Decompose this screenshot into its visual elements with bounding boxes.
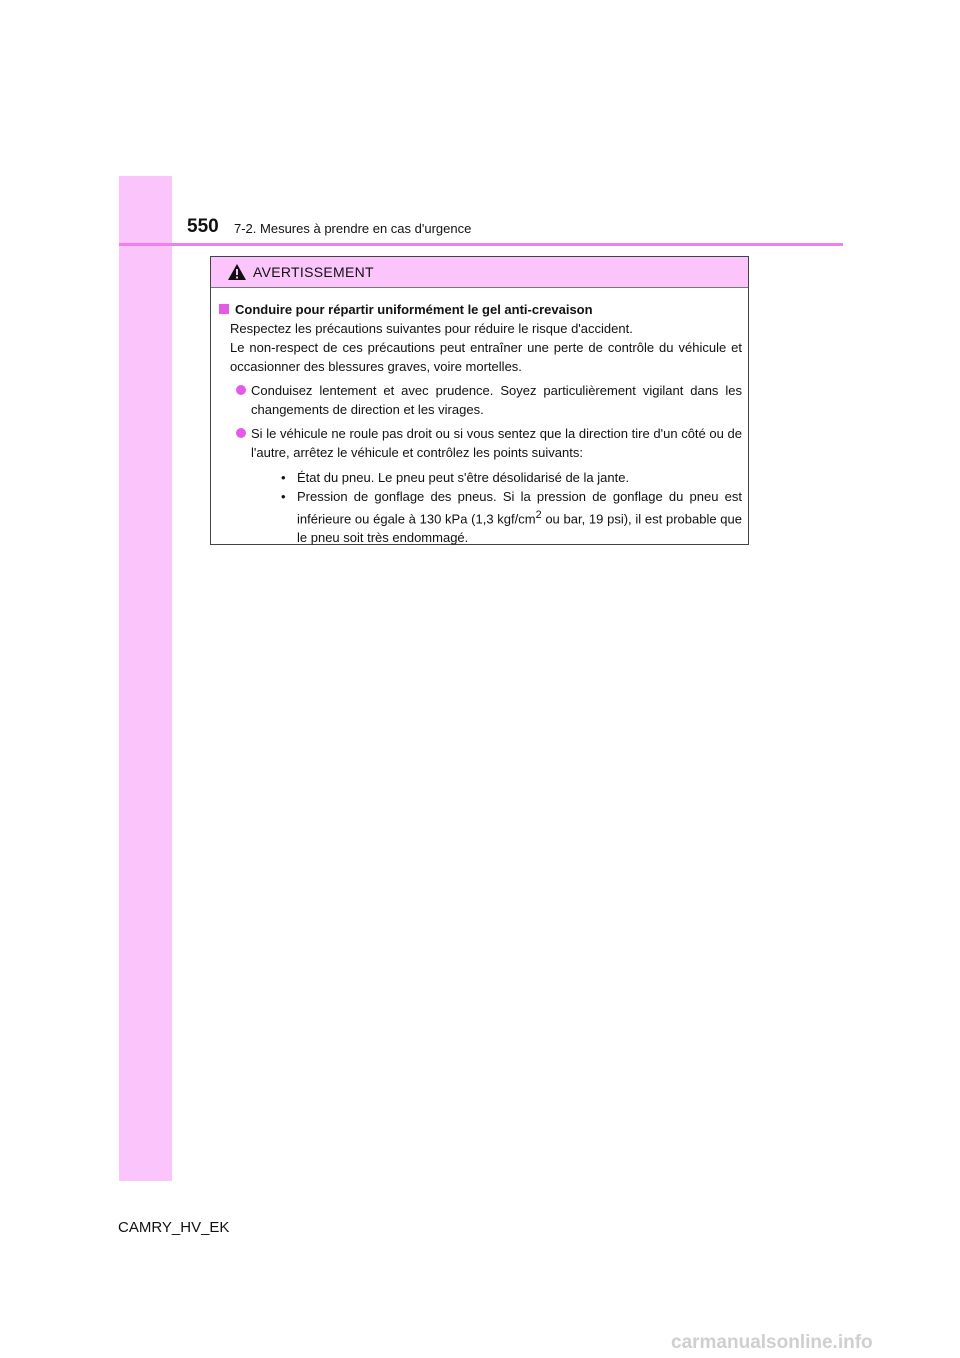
superscript: 2 [535, 509, 542, 521]
sub-text-1: État du pneu. Le pneu peut s'être désolidarisé de la jante. [297, 470, 630, 485]
warning-triangle-icon [227, 263, 247, 281]
sub-list [251, 468, 742, 547]
circle-bullet-icon [236, 385, 246, 395]
bullet-item [219, 424, 742, 547]
warning-label: AVERTISSEMENT [253, 264, 374, 280]
dot-bullet-icon: • [281, 489, 286, 504]
intro-line-1: Respectez les précautions suivantes pour réduire le risque d'accident. [230, 321, 633, 336]
dot-bullet-icon: • [281, 470, 286, 485]
footer-model: CAMRY_HV_EK [118, 1219, 230, 1236]
warning-box [210, 256, 749, 545]
sub-text-2b: ou bar, 19 psi), il est probable que le pneu soit très endommagé. [297, 511, 742, 546]
warning-header [211, 257, 748, 288]
page-number: 550 [187, 216, 219, 237]
header-rule [119, 243, 843, 246]
sub-item [251, 487, 742, 547]
item-title: Conduire pour répartir uniformément le gel anti-crevaison [235, 302, 593, 317]
sub-item [251, 468, 742, 487]
bullet-text-1: Conduisez lentement et avec prudence. Soyez particulièrement vigilant dans les changements de direction et les virages. [251, 383, 742, 417]
item-heading [219, 300, 742, 319]
bullet-item [219, 381, 742, 419]
warning-body [211, 288, 748, 547]
side-band [119, 176, 172, 1181]
section-title: 7-2. Mesures à prendre en cas d'urgence [234, 221, 472, 236]
circle-bullet-icon [236, 428, 246, 438]
watermark: carmanualsonline.info [671, 1332, 873, 1353]
sub-text-2a: Pression de gonflage des pneus. Si la pression de gonflage du pneu est inférieure ou égale à 130 kPa (1,3 kgf/cm [297, 489, 742, 527]
intro-line-2: Le non-respect de ces précautions peut entraîner une perte de contrôle du véhicule et occasionner des blessures graves, voire mortelles. [230, 340, 742, 374]
square-bullet-icon [219, 304, 229, 314]
bullet-text-2: Si le véhicule ne roule pas droit ou si vous sentez que la direction tire d'un côté ou de l'autre, arrêtez le véhicule et contrôlez les points suivants: [251, 426, 742, 460]
